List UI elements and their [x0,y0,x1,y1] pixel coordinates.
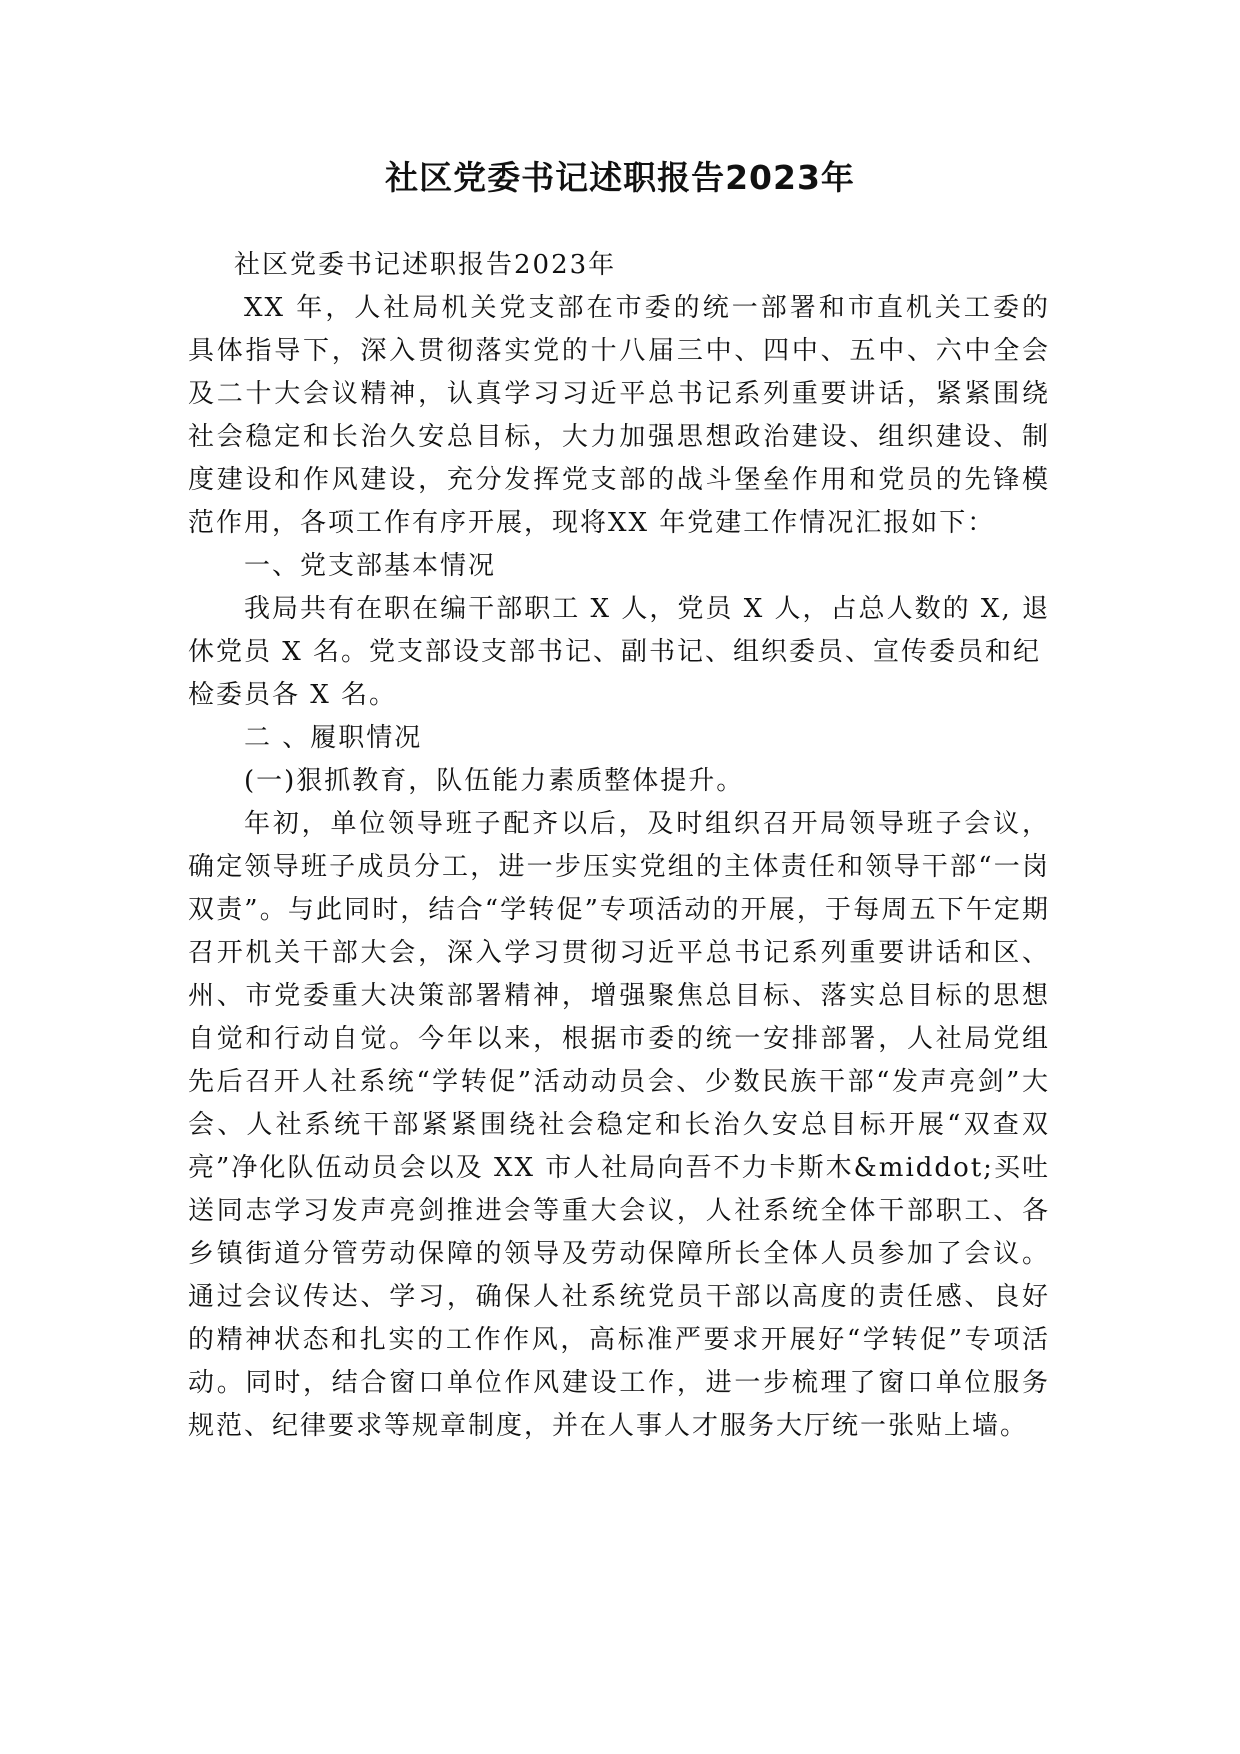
subtitle-paragraph: 社区党委书记述职报告2023年 [234,250,617,280]
basic-info-paragraph: 我局共有在职在编干部职工 X 人，党员 X 人，占总人数的 X, 退 休党员 X 名。党支部设支部书记、副书记、组织委员、宣传委员和纪 [188,594,1050,667]
duty-paragraph: 年初，单位领导班子配齐以后，及时组织召开局领导班子会议，确定领导班子成员分工，进一步压实党组的主体责任和领导干部“一岗双责”。与此同时，结合“学转促”专项活动的开展，于每周五下午定期召开机关干部大会，深入学习贯彻习近平总书记系列重要讲话和区、州、市党委重大决策部署精神，增强聚焦总目标、落实总目标的思想自觉和行动自觉。今年以来，根据市委的统一安排部署，人社局党组先后召开人社系统“学转促”活动动员会、少数民族干部“发声亮剑”大会、人社系统干部紧紧围绕社会稳定和长治久安总目标开展“双查双亮”净化队伍动员会以及 XX 市人社局向吾不力卡斯木&middot;买吐送同志学习发声亮剑推进会等重大会议，人社系统全体干部职工、各乡镇街道分管劳动保障的领导及劳动保障所长全体人员参加了会议。通过会议传达、学习，确保人社系统党员干部以高度的责任感、良好的精神状态和扎实的工作作风，高标准严要求开展好“学转促”专项活动。同时，结合窗口单位作风建设工作，进一步梳理了窗口单位服务规范、纪律要求等规章制度，并在人事人才服务大厅统一张贴上墙。 [188,809,1050,1441]
subsection-heading-1: (一)狠抓教育，队伍能力素质整体提升。 [244,766,745,796]
section-heading-1: 一、党支部基本情况 [244,551,497,581]
document-title: 社区党委书记述职报告2023年 [385,158,855,197]
basic-info-continuation: 检委员各 X 名。 [188,680,398,710]
document-body [188,244,1050,1448]
section-heading-2: 二 、履职情况 [244,723,423,753]
intro-paragraph: XX 年，人社局机关党支部在市委的统一部署和市直机关工委的具体指导下，深入贯彻落实党的十八届三中、四中、五中、六中全会及二十大会议精神，认真学习习近平总书记系列重要讲话，紧紧围绕社会稳定和长治久安总目标，大力加强思想政治建设、组织建设、制度建设和作风建设，充分发挥党支部的战斗堡垒作用和党员的先锋模范作用，各项工作有序开展，现将XX 年党建工作情况汇报如下： [188,293,1050,538]
